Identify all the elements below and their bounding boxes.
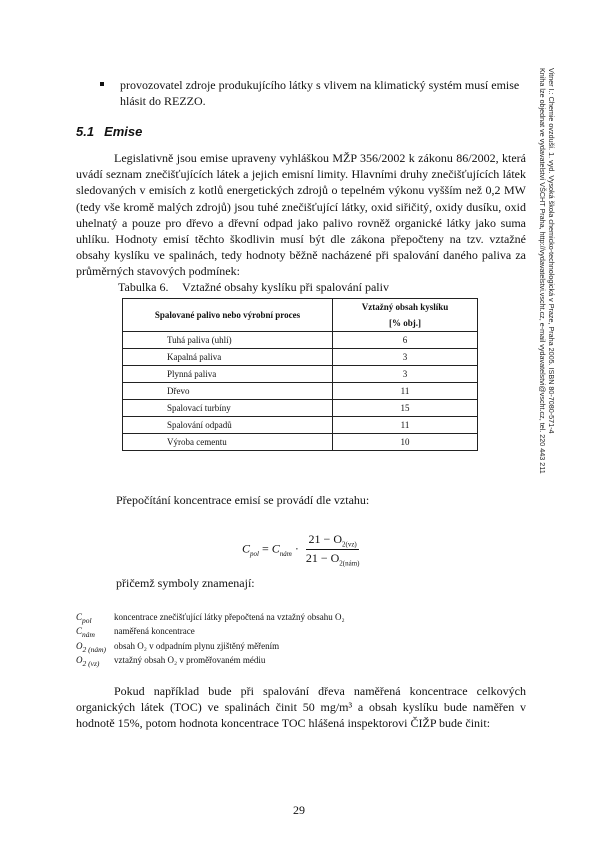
- section-heading: [76, 124, 142, 139]
- oxygen-value: 10: [333, 434, 478, 451]
- section-number: 5.1: [76, 124, 95, 139]
- oxygen-reference-table: [122, 298, 478, 451]
- formula-dot: ·: [294, 541, 299, 556]
- bullet-text: provozovatel zdroje produkujícího látky s vlivem na klimatický systém musí emise hlásit do REZZO.: [120, 78, 520, 108]
- table-row: [123, 332, 478, 349]
- fuel-name: Dřevo: [123, 383, 333, 400]
- bullet-item: [100, 77, 525, 109]
- fuel-name: Tuhá paliva (uhlí): [123, 332, 333, 349]
- formula-denominator: [306, 550, 360, 567]
- symbol-desc: naměřená koncentrace: [114, 626, 195, 637]
- denominator-text: 21 − O: [305, 551, 340, 566]
- symbol-desc: obsah O₂ v odpadním plynu zjištěný měřením: [114, 640, 280, 651]
- table-row: [123, 400, 478, 417]
- table-row: [123, 349, 478, 366]
- symbol-name: $C_{nám}$: [76, 626, 95, 640]
- symbol-name: $O_{2 (nám)}$: [76, 640, 107, 654]
- page-number: 29: [293, 803, 305, 817]
- section-title: Emise: [104, 124, 143, 139]
- col-header-oxygen: Vztažný obsah kyslíku: [333, 299, 478, 316]
- symbols-intro: přičemž symboly znamenají:: [116, 576, 255, 590]
- table-label: Tabulka 6.: [118, 280, 169, 294]
- table-row: [123, 383, 478, 400]
- fuel-name: Plynná paliva: [123, 366, 333, 383]
- citation-line-1: Vitner I.: Chemie ovzduší. 1. vyd. Vysoká škola chemicko-technologická v Praze, Praha 2005. ISBN 80-7080-571-4: [547, 68, 556, 434]
- symbol-list: [76, 612, 345, 669]
- symbol-desc: vztažný obsah O₂ v proměřovaném médiu: [114, 654, 266, 665]
- table-row: [123, 366, 478, 383]
- col-header-unit: [% obj.]: [333, 315, 478, 332]
- col-header-fuel: Spalované palivo nebo výrobní proces: [123, 299, 333, 332]
- symbol-name: $O_{2 (vz)}$: [76, 654, 100, 668]
- oxygen-value: 15: [333, 400, 478, 417]
- oxygen-value: 3: [333, 366, 478, 383]
- formula-lhs: C: [242, 541, 251, 556]
- numerator-text: 21 − O: [308, 532, 342, 546]
- symbol-row: [76, 641, 345, 655]
- fuel-name: Výroba cementu: [123, 434, 333, 451]
- oxygen-value: 3: [333, 349, 478, 366]
- fuel-name: Spalování odpadů: [123, 417, 333, 434]
- fuel-name: Kapalná paliva: [123, 349, 333, 366]
- formula-c2-sub: nám: [279, 550, 292, 559]
- table-title: Vztažné obsahy kyslíku při spalování paliv: [182, 280, 389, 294]
- table-row: [123, 417, 478, 434]
- conversion-formula: [242, 532, 359, 568]
- side-citation: [538, 68, 556, 474]
- symbol-row: [76, 626, 345, 640]
- bullet-icon: [100, 82, 104, 86]
- numerator-sub: 2(vz): [341, 540, 357, 549]
- table-caption: [118, 280, 389, 295]
- oxygen-value: 11: [333, 383, 478, 400]
- symbol-desc: koncentrace znečišťující látky přepočtená na vztažný obsahu O₂: [114, 612, 345, 622]
- citation-line-2: Kniha lze objednat ve vydavatelství VŠCHT Praha, http://vydavatelstvi.vscht.cz, e-mail vydavatelstvi@vscht.cz, tel. 220 443 211: [538, 68, 547, 474]
- formula-fraction: [306, 532, 360, 568]
- fuel-name: Spalovací turbíny: [123, 400, 333, 417]
- oxygen-value: 6: [333, 332, 478, 349]
- oxygen-value: 11: [333, 417, 478, 434]
- denominator-sub: 2(nám): [339, 559, 360, 568]
- formula-intro: Přepočítání koncentrace emisí se provádí dle vztahu:: [116, 493, 370, 507]
- symbol-name: $C_{pol}$: [76, 612, 92, 625]
- table-row: [123, 434, 478, 451]
- formula-c2: C: [271, 541, 280, 556]
- formula-lhs-sub: pol: [250, 550, 259, 559]
- paragraph-example: Pokud například bude při spalování dřeva naměřená koncentrace celkových organických látek (TOC) ve spalinách činit 50 mg/m³ a obsah kyslíku bude naměřen v hodnotě 15%, potom hodnota koncentrace TOC hlášená inspektorovi ČIŽP bude činit:: [76, 684, 526, 731]
- symbol-row: [76, 612, 345, 626]
- symbol-row: [76, 655, 345, 669]
- formula-equals: =: [261, 541, 269, 556]
- paragraph-legislation: Legislativně jsou emise upraveny vyhláškou MŽP 356/2002 k zákonu 86/2002, která uvádí seznam znečišťujících látek a jejich emisní limity. Hlavními druhy znečišťujících látek sledovaných v emisích z kotlů energetických zdrojů o tepelném výkonu vyšším než 0,2 MW (tedy vše kromě malých zdrojů) jsou tuhé znečišťující látky, oxid siřičitý, oxidy dusíku, oxid uhelnatý a pouze pro dřevo a dřevní odpad jako palivo rovněž organické látky jako suma uhlíku. Hodnoty emisí těchto škodlivin musí být dle zákona přepočteny na tzv. vztažné obsahy kyslíku ve spalinách, tedy hodnoty běžně nacházené při spalování daného paliva za průměrných stavových podmínek:: [76, 151, 526, 279]
- formula-numerator: [306, 532, 360, 550]
